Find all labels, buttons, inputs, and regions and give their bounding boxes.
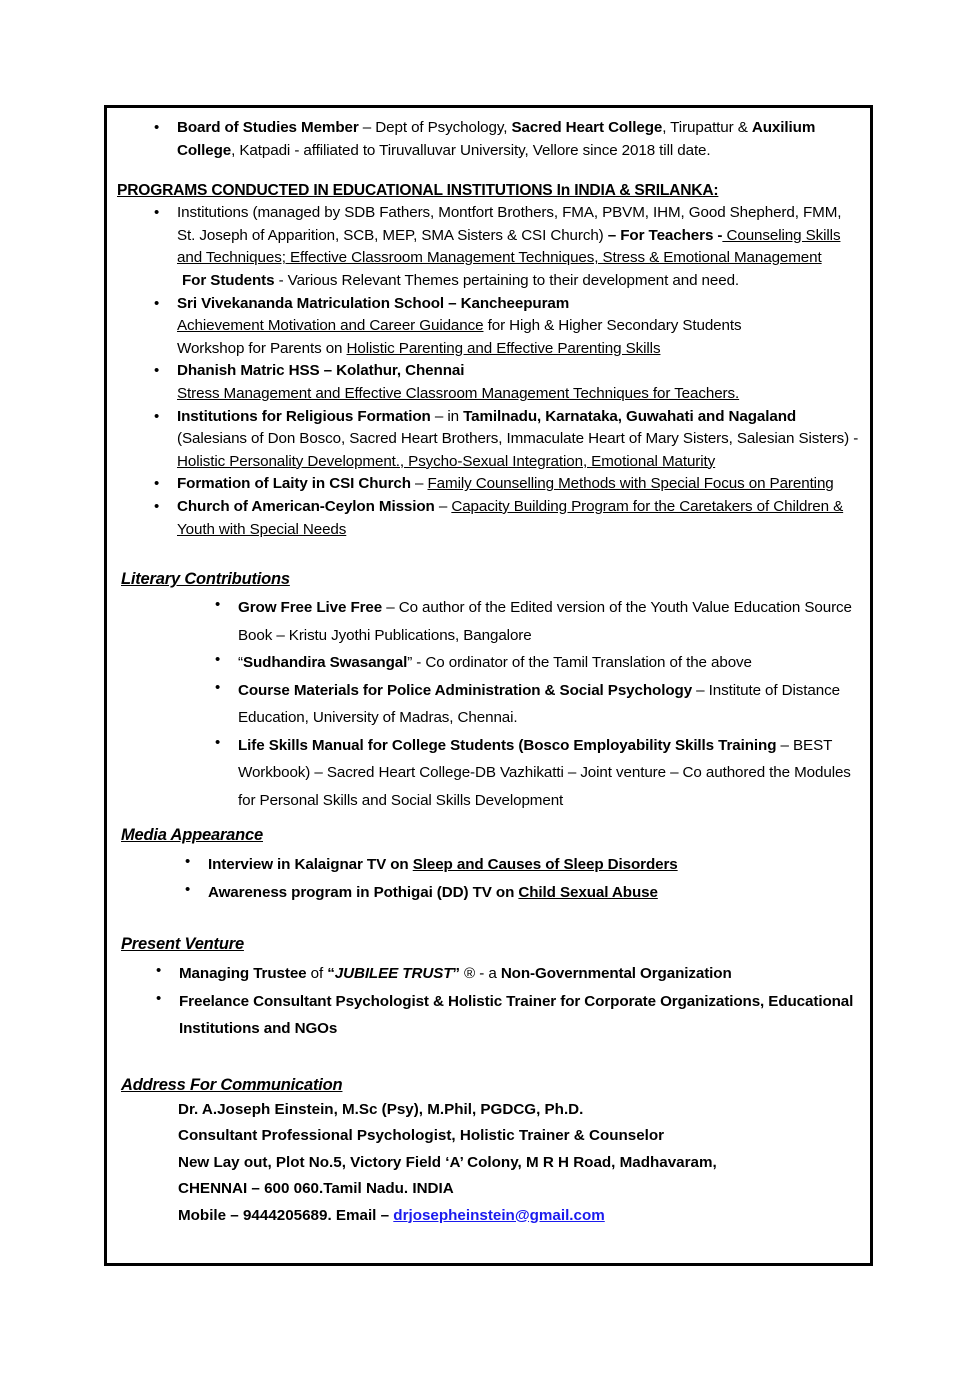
literary-item-1 [238,594,860,649]
for-teachers-label: For Teachers - [620,226,723,244]
vivekananda-entry [177,293,860,361]
media-appearance-heading: Media Appearance [121,826,263,845]
laity-label: Formation of Laity in CSI Church [177,475,411,493]
media-item-1-topic: Sleep and Causes of Sleep Disorders [412,856,678,874]
laity-topic: Family Counselling Methods with Special Focus on Parenting [427,475,834,493]
auxilium-college-label: Auxilium College [177,119,816,159]
spacer [117,814,860,823]
bullet-icon: • [215,651,221,669]
board-of-studies-entry [177,117,860,162]
list-item [215,594,860,649]
bullet-icon: • [154,204,160,222]
list-item [154,117,860,162]
for-students-text: - Various Relevant Themes pertaining to their development and need. [274,271,740,289]
literary-contributions-heading: Literary Contributions [121,570,290,589]
religious-formation-text: (Salesians of Don Bosco, Sacred Heart Brothers, Immaculate Heart of Mary Sisters, Salesian Sisters) - [177,430,859,448]
address-line-5 [178,1203,860,1230]
bullet-icon: • [154,362,160,380]
religious-formation-topics: Holistic Personality Development., Psycho-Sexual Integration, Emotional Maturity [177,452,716,470]
laity-entry [177,473,860,496]
bullet-icon: • [154,119,160,136]
literary-item-1-title: Grow Free Live Free [238,599,383,617]
for-students-entry [182,270,860,293]
religious-formation-label: Institutions for Religious Formation [177,407,431,425]
media-item-1 [208,851,860,879]
list-item [156,988,860,1043]
ceylon-mission-dash: – [434,497,452,515]
bullet-icon: • [185,880,191,898]
jubilee-quote-close: ” [452,965,460,983]
list-item [154,360,860,405]
bullet-icon: • [154,475,160,493]
bullet-icon: • [215,733,221,751]
email-link[interactable]: drjosepheinstein@gmail.com [393,1206,605,1224]
board-of-studies-text-c: , Katpadi - affiliated to Tiruvalluvar University, Vellore since 2018 till date. [231,141,711,159]
spacer [117,162,860,179]
registered-trademark-icon: ® [459,965,480,983]
vivekananda-text-2: Workshop for Parents on [177,339,347,357]
address-line-3: New Lay out, Plot No.5, Victory Field ‘A’ Colony, M R H Road, Madhavaram, [178,1153,717,1171]
bullet-icon: • [156,962,162,980]
literary-item-2-quote-open: “ [238,654,243,672]
ceylon-mission-label: Church of American-Ceylon Mission [177,497,435,515]
list-item [185,879,860,907]
bullet-icon: • [215,596,221,614]
list-item [154,406,860,474]
board-of-studies-text-b: , Tirupattur & [662,119,752,136]
for-students-label: For Students [182,271,275,289]
vivekananda-text-1: for High & Higher Secondary Students [483,317,742,335]
spacer [117,906,860,932]
vivekananda-title: Sri Vivekananda Matriculation School – Kancheepuram [177,294,570,312]
institutions-text: Institutions (managed by SDB Fathers, Montfort Brothers, FMA, PBVM, IHM, Good Shepherd, FMM, St. Joseph of Apparition, SCB, MEP, SMA Sisters & CSI Church) [177,204,842,244]
literary-item-4 [238,732,860,815]
list-item [154,202,860,270]
literary-item-3 [238,677,860,732]
media-item-2 [208,879,860,907]
dhanish-entry [177,360,860,405]
bullet-icon: • [185,853,191,871]
religious-formation-regions: Tamilnadu, Karnataka, Guwahati and Nagaland [463,407,797,425]
religious-formation-detail [177,428,860,473]
list-item [154,496,860,541]
literary-item-4-title: Life Skills Manual for College Students (Bosco Employability Skills Training [238,736,777,754]
bullet-icon: • [154,497,160,515]
literary-item-2-text: ” - Co ordinator of the Tamil Translation of the above [407,654,752,672]
mobile-and-email-prefix: Mobile – 9444205689. Email – [178,1206,394,1224]
bullet-icon: • [215,678,221,696]
address-line-1: Dr. A.Joseph Einstein, M.Sc (Psy), M.Phil, PGDCG, Ph.D. [178,1100,584,1118]
vivekananda-line-2 [177,338,860,361]
present-venture-dash: - a [479,965,501,983]
present-venture-of: of [306,965,328,983]
bullet-icon: • [154,407,160,425]
list-item [154,293,860,361]
institutions-dash: – [607,226,621,244]
programs-conducted-heading: PROGRAMS CONDUCTED IN EDUCATIONAL INSTITUTIONS In INDIA & SRILANKA: [117,182,719,200]
list-item [215,732,860,815]
literary-item-4-text: – BEST Workbook) – Sacred Heart College-DB Vazhikatti – Joint venture – Co authored the Modules for Personal Skills and Social Skills Development [238,736,851,809]
literary-item-2 [238,649,860,677]
institutions-entry [177,202,860,270]
board-of-studies-text-a: Dept of Psychology, [375,119,512,136]
ceylon-mission-topic: Capacity Building Program for the Caretakers of Children & Youth with Special Needs [177,497,844,538]
present-venture-heading: Present Venture [121,935,244,954]
teachers-topics: Counseling Skills and Techniques; Effective Classroom Management Techniques, Stress & Emotional Management [177,226,841,267]
list-item [154,473,860,496]
vivekananda-topic-2: Holistic Parenting and Effective Parenting Skills [346,339,661,357]
address-heading: Address For Communication [121,1075,343,1094]
dhanish-title: Dhanish Matric HSS – Kolathur, Chennai [177,362,465,380]
address-line-4: CHENNAI – 600 060.Tamil Nadu. INDIA [178,1180,454,1198]
religious-formation-entry [177,406,860,474]
document-border-frame [104,105,873,1266]
literary-item-3-title: Course Materials for Police Administration & Social Psychology [238,681,693,699]
present-venture-item-1 [179,960,860,988]
spacer [117,1043,860,1073]
vivekananda-line-1 [177,315,860,338]
religious-formation-mid: – in [430,407,464,425]
jubilee-trust-label: JUBILEE TRUST [334,965,453,983]
present-venture-item-2: Freelance Consultant Psychologist & Holistic Trainer for Corporate Organizations, Educational Institutions and NGOs [179,992,854,1038]
literary-item-1-text: – Co author of the Edited version of the Youth Value Education Source Book – Kristu Jyothi Publications, Bangalore [238,599,852,644]
list-item [185,851,860,879]
literary-item-3-text: – Institute of Distance Education, University of Madras, Chennai. [238,681,840,727]
media-item-2-text: Awareness program in Pothigai (DD) TV on [208,883,519,901]
sacred-heart-college-label: Sacred Heart College [511,119,663,136]
vivekananda-topic-1: Achievement Motivation and Career Guidance [177,317,484,335]
ngo-label: Non-Governmental Organization [500,965,732,983]
document-content [107,108,870,1229]
list-item [215,677,860,732]
media-item-2-topic: Child Sexual Abuse [518,883,658,901]
bullet-icon: • [156,989,162,1007]
literary-item-2-title: Sudhandira Swasangal [242,654,408,672]
jubilee-quote-open: “ [327,965,335,983]
dhanish-topic: Stress Management and Effective Classroom Management Techniques for Teachers. [177,384,740,402]
list-item [156,960,860,988]
ceylon-mission-entry [177,496,860,541]
managing-trustee-label: Managing Trustee [179,965,307,983]
board-of-studies-dash: – [358,119,376,136]
address-line-2: Consultant Professional Psychologist, Holistic Trainer & Counselor [178,1127,665,1145]
bullet-icon: • [154,294,160,312]
board-of-studies-label: Board of Studies Member [177,119,359,136]
spacer [117,541,860,567]
laity-dash: – [410,475,428,493]
list-item [215,649,860,677]
media-item-1-text: Interview in Kalaignar TV on [208,856,413,874]
